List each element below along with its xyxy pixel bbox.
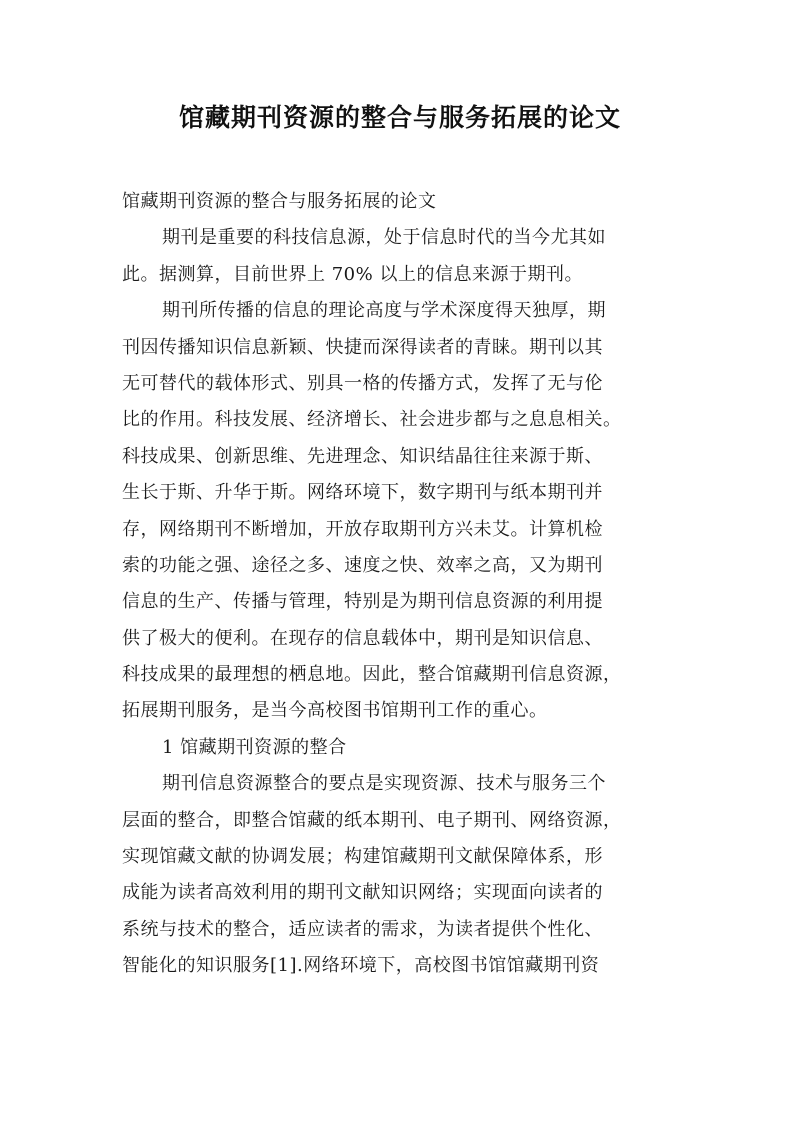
paragraph-line: 拓展期刊服务，是当今高校图书馆期刊工作的重心。 (122, 700, 548, 722)
paragraph-line: 生长于斯、升华于斯。网络环境下，数字期刊与纸本期刊并 (122, 482, 603, 504)
paragraph-line: 信息的生产、传播与管理，特别是为期刊信息资源的利用提 (122, 591, 603, 613)
paragraph-line: 1 馆藏期刊资源的整合 (162, 736, 347, 758)
paragraph-line: 无可替代的载体形式、别具一格的传播方式，发挥了无与伦 (122, 372, 603, 394)
paragraph-line: 智能化的知识服务[1].网络环境下，高校图书馆馆藏期刊资 (122, 955, 600, 977)
paragraph-line: 科技成果、创新思维、先进理念、知识结晶往往来源于斯、 (122, 445, 603, 467)
paragraph-line: 此。据测算，目前世界上 70% 以上的信息来源于期刊。 (122, 263, 583, 285)
paragraph-line: 供了极大的便利。在现存的信息载体中，期刊是知识信息、 (122, 627, 603, 649)
paragraph-line: 期刊信息资源整合的要点是实现资源、技术与服务三个 (162, 773, 606, 795)
document-title: 馆藏期刊资源的整合与服务拓展的论文 (178, 103, 621, 132)
paragraph-line: 科技成果的最理想的栖息地。因此，整合馆藏期刊信息资源， (122, 664, 622, 686)
paragraph-line: 期刊是重要的科技信息源，处于信息时代的当今尤其如 (162, 227, 606, 249)
paragraph-line: 期刊所传播的信息的理论高度与学术深度得天独厚，期 (162, 300, 606, 322)
paragraph-line: 比的作用。科技发展、经济增长、社会进步都与之息息相关。 (122, 409, 622, 431)
paragraph-line: 刊因传播知识信息新颖、快捷而深得读者的青睐。期刊以其 (122, 336, 603, 358)
document-body (122, 184, 687, 985)
paragraph-line: 馆藏期刊资源的整合与服务拓展的论文 (122, 191, 437, 212)
paragraph-line: 存，网络期刊不断增加，开放存取期刊方兴未艾。计算机检 (122, 518, 603, 540)
paragraph-line: 实现馆藏文献的协调发展；构建馆藏期刊文献保障体系，形 (122, 846, 603, 868)
paragraph-line: 系统与技术的整合，适应读者的需求，为读者提供个性化、 (122, 918, 603, 940)
paragraph-line: 层面的整合，即整合馆藏的纸本期刊、电子期刊、网络资源， (122, 809, 622, 831)
paragraph-line: 索的功能之强、途径之多、速度之快、效率之高，又为期刊 (122, 554, 603, 576)
paragraph-line: 成能为读者高效利用的期刊文献知识网络；实现面向读者的 (122, 882, 603, 904)
